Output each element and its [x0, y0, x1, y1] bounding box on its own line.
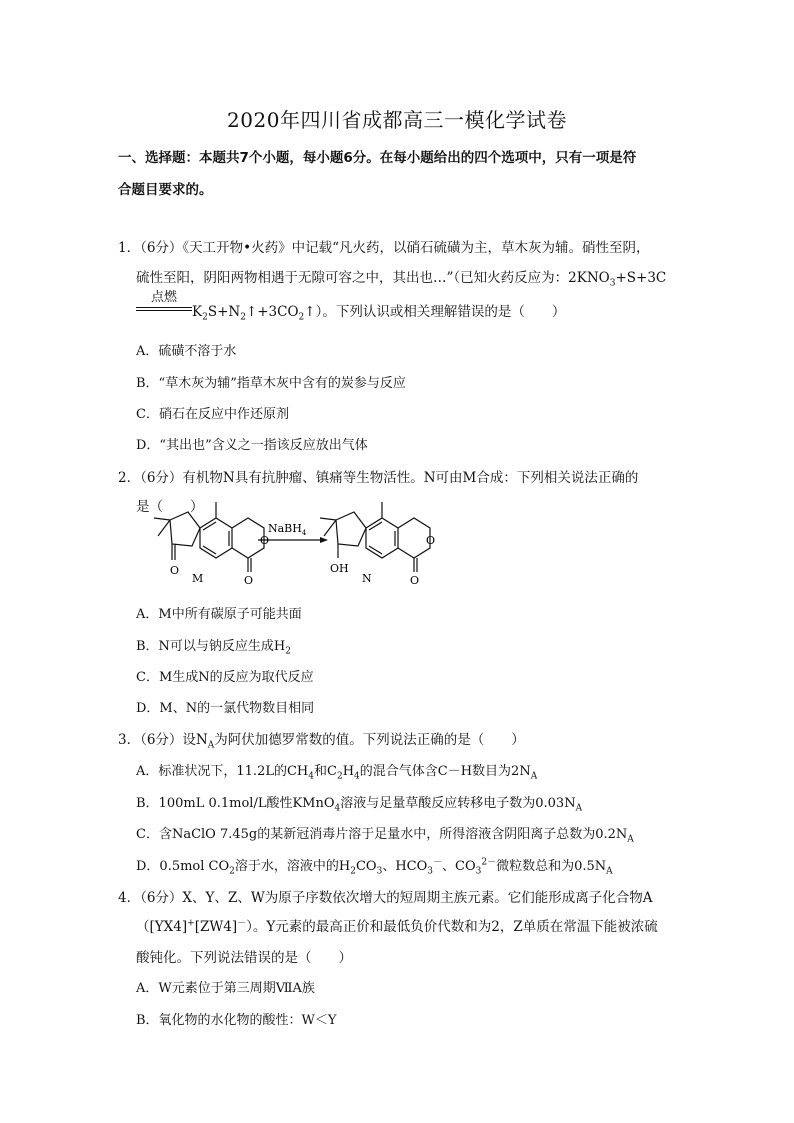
q3d-12: 微粒数总和为0.5N [496, 859, 607, 874]
m-ring-o: O [260, 534, 270, 547]
q2-option-b [136, 635, 291, 657]
q1-l3-d: ↑）。下列认识或相关理解错误的是（ ） [304, 304, 566, 320]
q3b-3: A [575, 803, 583, 814]
q2-stem-line1: 2．（6分）有机物N具有抗肿瘤、镇痛等生物活性。N可由M合成：下列相关说法正确的 [118, 470, 639, 486]
q3d-9: 、CO [442, 859, 476, 874]
section-heading-line2: 合题目要求的。 [118, 182, 213, 198]
q1-option-c: C．硝石在反应中作还原剂 [136, 407, 289, 422]
q1-option-d: D．“其出也”含义之一指该反应放出气体 [136, 438, 368, 453]
q3-stem-b: 为阿伏加德罗常数的值。下列说法正确的是（ ） [214, 732, 525, 748]
q2-option-c: C．M生成N的反应为取代反应 [136, 670, 314, 685]
q3d-1: 2 [229, 866, 235, 877]
reaction-scheme [140, 498, 470, 588]
n-carbonyl-o: O [410, 574, 420, 587]
q3d-10: 3 [475, 866, 482, 877]
reaction-arrow-head [320, 537, 328, 543]
q1-stem-line1: 1．（6分）《天工开物•火药》中记载“凡火药，以硝石硫磺为主，草木灰为辅。硝性至阴， [118, 240, 650, 256]
q3a-7: A [530, 771, 538, 782]
q1-option-a: A．硫磺不溶于水 [136, 344, 237, 359]
n-hydroxyl-label: OH [330, 562, 349, 575]
ignition-label: 点燃 [150, 290, 177, 305]
m-methyl-1 [154, 518, 170, 520]
q3a-2: 和C [314, 764, 337, 779]
q4-l2-b: [ZW4] [194, 919, 238, 935]
q2-option-b-text: B．N可以与钠反应生成H [136, 639, 286, 654]
q4-l2-sup1: + [187, 918, 195, 929]
n-cyclopentane-ring [336, 512, 366, 546]
n-benzene-ring [366, 518, 398, 558]
section-heading [118, 142, 678, 206]
q3c-0: C．含NaClO 7.45g的某新冠消毒片溶于足量水中，所得溶液含阴阳离子总数为0.2N [136, 827, 628, 842]
reagent-label [268, 522, 307, 537]
m-benzene-ring [200, 518, 232, 558]
q3d-0: D．0.5mol CO [136, 859, 230, 874]
q2-option-d: D．M、N的一氯代物数目相同 [136, 701, 315, 716]
equation-bar-bottom [136, 310, 192, 311]
m-methyl-2 [158, 520, 170, 536]
n-benzene-double-3 [369, 546, 382, 554]
q2-option-a: A．M中所有碳原子可能共面 [136, 607, 302, 622]
n-benzene-double-1 [369, 522, 382, 530]
n-methyl-1 [320, 518, 336, 520]
q4-l2-a: （[YX4] [136, 919, 188, 935]
q3d-2: 溶于水，溶液中的H [234, 859, 351, 874]
q3d-3: 2 [350, 866, 356, 877]
q3b-2: 溶液与足量草酸反应转移电子数为0.03N [340, 796, 576, 811]
q3c-1: A [627, 834, 634, 845]
q2-option-b-sub: 2 [285, 646, 291, 657]
q4-stem-line3: 酸钝化。下列说法错误的是（ ） [136, 950, 352, 966]
q3b-1: 4 [334, 803, 341, 814]
reagent-sub: 4 [301, 529, 307, 537]
m-cyclopentane-ring [170, 512, 200, 546]
section-heading-line1: 一、选择题：本题共7个小题，每小题6分。在每小题给出的四个选项中，只有一项是符 [118, 150, 637, 166]
q1-option-b: B．“草木灰为辅”指草木灰中含有的炭参与反应 [136, 376, 406, 391]
q1-stem-line3 [192, 300, 566, 323]
q1-stem-line2 [136, 266, 667, 289]
q3a-4: H [342, 764, 355, 779]
q1-l3-c: ↑+3CO [245, 304, 299, 320]
m-ketone-o: O [170, 564, 180, 577]
q3a-5: 4 [354, 771, 360, 782]
q3-option-d [136, 855, 613, 877]
q4-l2-c: ）。Y元素的最高正价和最低负价代数和为2，Z单质在常温下能被浓硫 [246, 919, 658, 935]
q3a-0: A．标准状况下，11.2L的CH [136, 764, 309, 779]
q3d-8: － [433, 857, 443, 868]
page-title: 2020年四川省成都高三一模化学试卷 [227, 108, 567, 132]
q3d-6: 、HCO [382, 859, 428, 874]
q3d-7: 3 [427, 866, 433, 877]
q3d-13: A [606, 866, 613, 877]
q3d-11: 2－ [481, 857, 497, 868]
q3d-5: 3 [376, 866, 383, 877]
q3a-1: 4 [308, 771, 314, 782]
ignition-condition [136, 286, 192, 311]
q4-stem-line1: 4．（6分）X、Y、Z、W为原子序数依次增大的短周期主族元素。它们能形成离子化合物A [118, 890, 653, 906]
q1-l3-b: S+N [207, 304, 241, 320]
q1-l3-sub3: 2 [298, 312, 305, 323]
m-benzene-double-3 [203, 546, 216, 554]
q3-option-c [136, 823, 634, 845]
q3a-3: 2 [336, 771, 343, 782]
q3-stem-a: 3．（6分）设N [118, 732, 208, 748]
m-benzene-double-1 [203, 522, 216, 530]
q4-option-b: B．氧化物的水化物的酸性：W＜Y [136, 1013, 337, 1028]
n-methyl-2 [324, 520, 336, 536]
q3-stem [118, 728, 525, 751]
label-n: N [362, 572, 372, 585]
q3b-0: B．100mL 0.1mol/L酸性KMnO [136, 796, 335, 811]
q1-l3-sub2: 2 [240, 312, 246, 323]
q1-line2-text: 硫性至阳，阴阳两物相遇于无隙可容之中，其出也…”（已知火药反应为：2KNO [136, 270, 610, 286]
q4-stem-line2 [136, 915, 658, 935]
label-m: M [192, 572, 204, 585]
q4-option-a: A．W元素位于第三周期ⅦA族 [136, 981, 315, 996]
q1-l3-sub1: 2 [202, 312, 208, 323]
reagent-text: NaBH [268, 522, 302, 535]
q2-stem-line2: 是（ ） [136, 499, 204, 515]
q1-line2-tail: +S+3C [615, 270, 667, 286]
molecule-m [154, 502, 264, 572]
q1-l3-a: K [192, 304, 203, 320]
m-carbonyl-o: O [244, 574, 254, 587]
n-ring-o: O [426, 534, 436, 547]
q1-line2-sub: 3 [609, 278, 616, 289]
q3a-6: 的混合气体含C－H数目为2N [359, 764, 531, 779]
equation-bar-top [136, 307, 192, 308]
q3-option-b [136, 792, 583, 814]
q3-stem-sub: A [207, 740, 215, 751]
q3-option-a [136, 760, 538, 782]
q3d-4: CO [355, 859, 377, 874]
q4-l2-sup2: － [237, 918, 247, 929]
